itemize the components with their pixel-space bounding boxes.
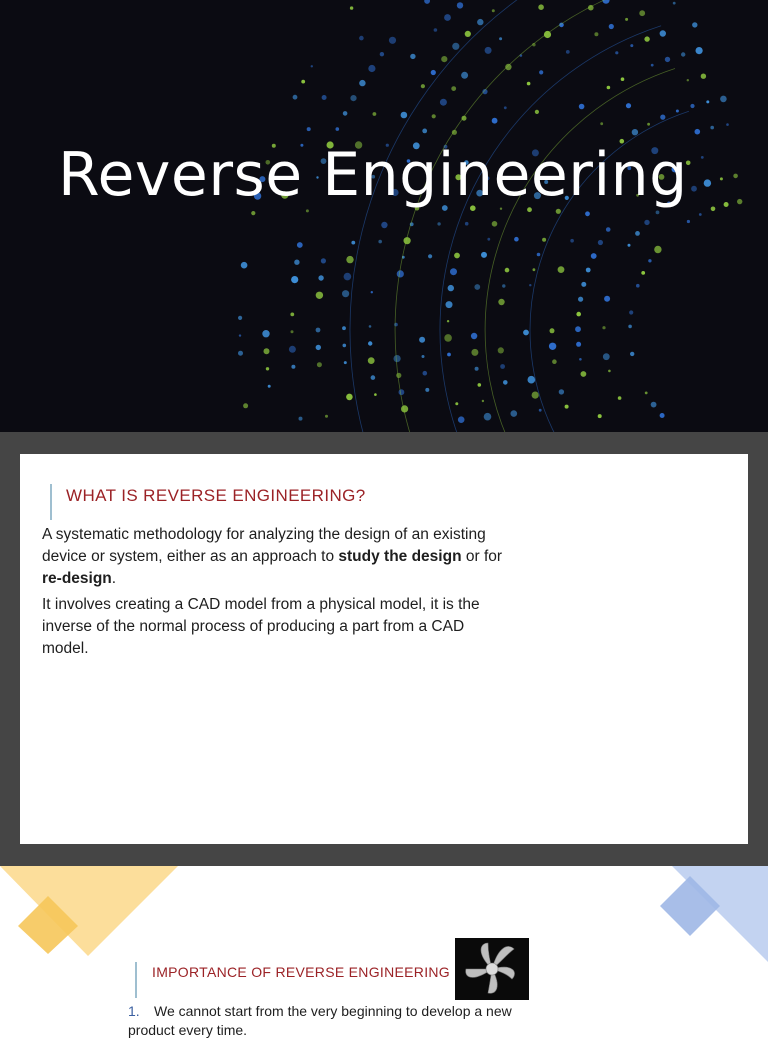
network-dot: [368, 357, 375, 364]
network-dot: [482, 400, 484, 402]
network-dot: [576, 342, 581, 347]
network-dot: [651, 64, 654, 67]
network-dot: [264, 348, 270, 354]
network-dot: [581, 371, 587, 377]
slide-body: [42, 524, 512, 664]
network-dot: [485, 47, 492, 54]
network-dot: [371, 291, 373, 293]
network-dot: [241, 262, 248, 269]
network-dot: [505, 268, 510, 273]
network-dot: [733, 174, 738, 179]
network-dot: [529, 284, 531, 286]
text-run: or for: [461, 548, 503, 565]
network-dot: [579, 104, 585, 110]
network-dot: [447, 353, 451, 357]
network-dot: [559, 389, 564, 394]
network-dot: [533, 268, 536, 271]
network-dot: [656, 211, 660, 215]
network-dot: [625, 18, 628, 21]
network-dot: [351, 241, 355, 245]
process-paragraph: It involves creating a CAD model from a physical model, it is the inverse of the normal process of producing a part from a CAD model.: [42, 596, 480, 657]
network-dot: [578, 297, 583, 302]
network-dot: [566, 50, 570, 54]
network-dot: [299, 417, 303, 421]
slide-2-frame: [0, 432, 768, 866]
network-dot: [532, 392, 539, 399]
network-dot: [336, 127, 340, 131]
text-run: A systematic methodology for analyzing the design of an existing device or system, either as an approach to: [42, 526, 486, 565]
network-dot: [294, 260, 299, 265]
network-dot: [618, 396, 622, 400]
network-dot: [297, 242, 303, 248]
network-dot: [535, 110, 539, 114]
network-dot: [369, 325, 372, 328]
network-dot: [461, 72, 468, 79]
network-dot: [451, 86, 456, 91]
network-dot: [444, 14, 451, 21]
network-dot: [437, 222, 440, 225]
bold-text: re-design: [42, 570, 112, 587]
network-dot: [342, 290, 349, 297]
network-dot: [477, 19, 483, 25]
network-dot: [346, 394, 353, 401]
network-dot: [447, 320, 449, 322]
network-dot: [291, 276, 298, 283]
network-dot: [644, 220, 649, 225]
network-dot: [499, 37, 502, 40]
network-dot: [691, 186, 697, 192]
network-dot: [660, 413, 665, 418]
network-dot: [665, 57, 670, 62]
network-dot: [475, 367, 479, 371]
network-dot: [724, 202, 729, 207]
network-dot: [706, 100, 709, 103]
network-dot: [422, 355, 425, 358]
definition-slide: [20, 454, 748, 844]
network-dot: [316, 345, 321, 350]
network-dot: [422, 129, 427, 134]
network-dot: [737, 199, 742, 204]
network-dot: [632, 129, 638, 135]
network-dot: [630, 44, 633, 47]
network-dot: [720, 177, 723, 180]
network-dot: [695, 129, 701, 135]
network-dot: [503, 380, 508, 385]
network-dot: [373, 112, 377, 116]
network-dot: [609, 24, 614, 29]
network-dot: [316, 292, 323, 299]
yellow-triangle-shape: [0, 866, 178, 956]
network-dot: [293, 95, 298, 100]
network-dot: [598, 414, 602, 418]
heading-accent-bar: [135, 962, 137, 998]
network-dot: [492, 118, 498, 124]
network-dot: [425, 388, 429, 392]
network-dot: [432, 114, 436, 118]
network-dot: [527, 82, 531, 86]
network-dot: [639, 10, 645, 16]
network-dot: [528, 376, 536, 384]
network-dot: [318, 275, 323, 280]
text-run: .: [111, 570, 117, 587]
network-dot: [399, 389, 405, 395]
network-dot: [359, 36, 364, 41]
network-dot: [579, 358, 582, 361]
network-dot: [552, 359, 557, 364]
network-dot: [500, 364, 505, 369]
network-dot: [381, 222, 387, 228]
network-dot: [581, 282, 586, 287]
network-dot: [423, 371, 428, 376]
network-dot: [441, 56, 447, 62]
network-dot: [458, 416, 465, 423]
network-dot: [268, 385, 271, 388]
network-dot: [654, 246, 661, 253]
network-dot: [465, 31, 471, 37]
network-dot: [344, 361, 347, 364]
network-dot: [374, 393, 377, 396]
network-dot: [598, 240, 603, 245]
network-dot: [704, 179, 711, 186]
network-dot: [378, 240, 382, 244]
network-dot: [647, 123, 650, 126]
network-dot: [397, 270, 404, 277]
network-dot: [492, 221, 498, 227]
network-dot: [699, 213, 702, 216]
network-dot: [701, 74, 706, 79]
network-dot: [419, 337, 425, 343]
network-dot: [431, 70, 436, 75]
definition-paragraph: [42, 524, 512, 590]
network-dot: [325, 415, 328, 418]
network-dot: [343, 111, 348, 116]
network-dot: [243, 403, 248, 408]
turbine-impeller-icon: [455, 938, 529, 1000]
network-dot: [307, 127, 311, 131]
network-dot: [576, 312, 581, 317]
network-dot: [471, 333, 477, 339]
network-dot: [538, 4, 544, 10]
network-dot: [681, 52, 685, 56]
network-dot: [410, 54, 415, 59]
network-dot: [570, 239, 574, 243]
network-dot: [344, 273, 352, 281]
network-dot: [371, 375, 376, 380]
network-dot: [311, 65, 313, 67]
network-dot: [537, 253, 541, 257]
network-dot: [726, 123, 729, 126]
network-dot: [502, 284, 505, 287]
network-dot: [600, 122, 603, 125]
network-dot: [602, 326, 605, 329]
network-dot: [434, 28, 438, 32]
network-dot: [317, 362, 322, 367]
network-dot: [457, 2, 463, 8]
network-dot: [450, 268, 457, 275]
network-dot: [498, 299, 504, 305]
network-dot: [660, 30, 666, 36]
network-dot: [368, 65, 375, 72]
network-dot: [291, 365, 295, 369]
network-dot: [350, 95, 356, 101]
network-dot: [603, 353, 610, 360]
importance-slide: [0, 866, 768, 1038]
network-dot: [645, 392, 648, 395]
network-dot: [523, 330, 529, 336]
network-dot: [604, 296, 610, 302]
slide-heading: IMPORTANCE OF REVERSE ENGINEERING: [152, 964, 450, 980]
network-dot: [454, 253, 460, 259]
network-dot: [692, 22, 697, 27]
network-dot: [289, 346, 296, 353]
network-dot: [342, 326, 346, 330]
network-dot: [606, 227, 611, 232]
network-dot: [711, 207, 716, 212]
network-dot: [710, 126, 714, 130]
network-dot: [615, 51, 618, 54]
network-dot: [321, 258, 326, 263]
network-dot: [251, 211, 255, 215]
network-dot: [565, 405, 569, 409]
network-dot: [575, 326, 581, 332]
network-dot: [238, 316, 242, 320]
network-dot: [687, 220, 690, 223]
network-dot: [368, 341, 372, 345]
network-dot: [511, 410, 518, 417]
slide-heading: WHAT IS REVERSE ENGINEERING?: [66, 486, 366, 505]
network-dot: [424, 0, 430, 4]
network-dot: [641, 271, 645, 275]
network-dot: [607, 86, 611, 90]
slide-title: Reverse Engineering: [58, 140, 688, 210]
network-dot: [448, 285, 454, 291]
network-dot: [539, 70, 543, 74]
network-dot: [380, 52, 384, 56]
network-dot: [636, 284, 640, 288]
network-dot: [401, 112, 408, 119]
network-dot: [626, 103, 631, 108]
network-dot: [558, 266, 565, 273]
network-dot: [608, 370, 611, 373]
network-dot: [621, 77, 625, 81]
network-dot: [444, 334, 452, 342]
network-dot: [539, 409, 542, 412]
network-dot: [505, 64, 511, 70]
network-dot: [720, 96, 727, 103]
network-dot: [484, 413, 492, 421]
network-dot: [396, 373, 401, 378]
bold-text: study the design: [338, 548, 462, 565]
network-dot: [350, 6, 353, 9]
network-dot: [630, 352, 634, 356]
network-dot: [238, 351, 243, 356]
dotted-network-graphic: [0, 0, 768, 432]
network-dot: [440, 99, 447, 106]
network-dot: [346, 256, 353, 263]
network-dot: [586, 268, 591, 273]
heading-accent-bar: [50, 484, 52, 520]
network-dot: [628, 244, 631, 247]
network-dot: [591, 253, 597, 259]
network-dot: [446, 301, 453, 308]
network-dot: [455, 402, 458, 405]
list-item: [128, 1002, 548, 1040]
network-dot: [594, 32, 598, 36]
network-dot: [465, 222, 469, 226]
network-dot: [673, 2, 676, 5]
network-dot: [474, 284, 480, 290]
title-slide: [0, 0, 768, 432]
network-dot: [478, 383, 482, 387]
network-dot: [394, 355, 401, 362]
network-dot: [696, 47, 703, 54]
network-dot: [316, 328, 321, 333]
network-dot: [343, 344, 347, 348]
network-dot: [291, 330, 294, 333]
network-dot: [492, 9, 495, 12]
network-dot: [676, 110, 679, 113]
network-dot: [452, 43, 459, 50]
network-dot: [504, 106, 507, 109]
network-dot: [262, 330, 269, 337]
network-dot: [301, 80, 305, 84]
network-dot: [471, 349, 478, 356]
network-dot: [359, 80, 365, 86]
network-dot: [542, 238, 546, 242]
network-dot: [322, 95, 327, 100]
network-dot: [498, 347, 504, 353]
network-dot: [660, 115, 665, 120]
list-item-text: We cannot start from the very beginning to develop a new product every time.: [128, 1003, 512, 1038]
network-dot: [585, 211, 590, 216]
network-dot: [428, 254, 432, 258]
network-dot: [481, 252, 487, 258]
network-dot: [290, 313, 294, 317]
network-dot: [421, 84, 425, 88]
network-dot: [487, 238, 490, 241]
network-dot: [239, 334, 241, 336]
network-dot: [635, 231, 640, 236]
list-number: 1.: [128, 1003, 140, 1019]
network-dot: [629, 310, 633, 314]
network-dot: [644, 36, 649, 41]
decorative-diamonds: [0, 866, 768, 1024]
network-dot: [550, 328, 555, 333]
network-dot: [701, 156, 704, 159]
network-dot: [389, 37, 396, 44]
network-dot: [549, 343, 556, 350]
network-dot: [651, 402, 657, 408]
network-dot: [266, 367, 269, 370]
network-dot: [514, 237, 519, 242]
network-dot: [648, 259, 651, 262]
network-dot: [628, 325, 632, 329]
network-dot: [690, 104, 694, 108]
network-dot: [687, 79, 689, 81]
